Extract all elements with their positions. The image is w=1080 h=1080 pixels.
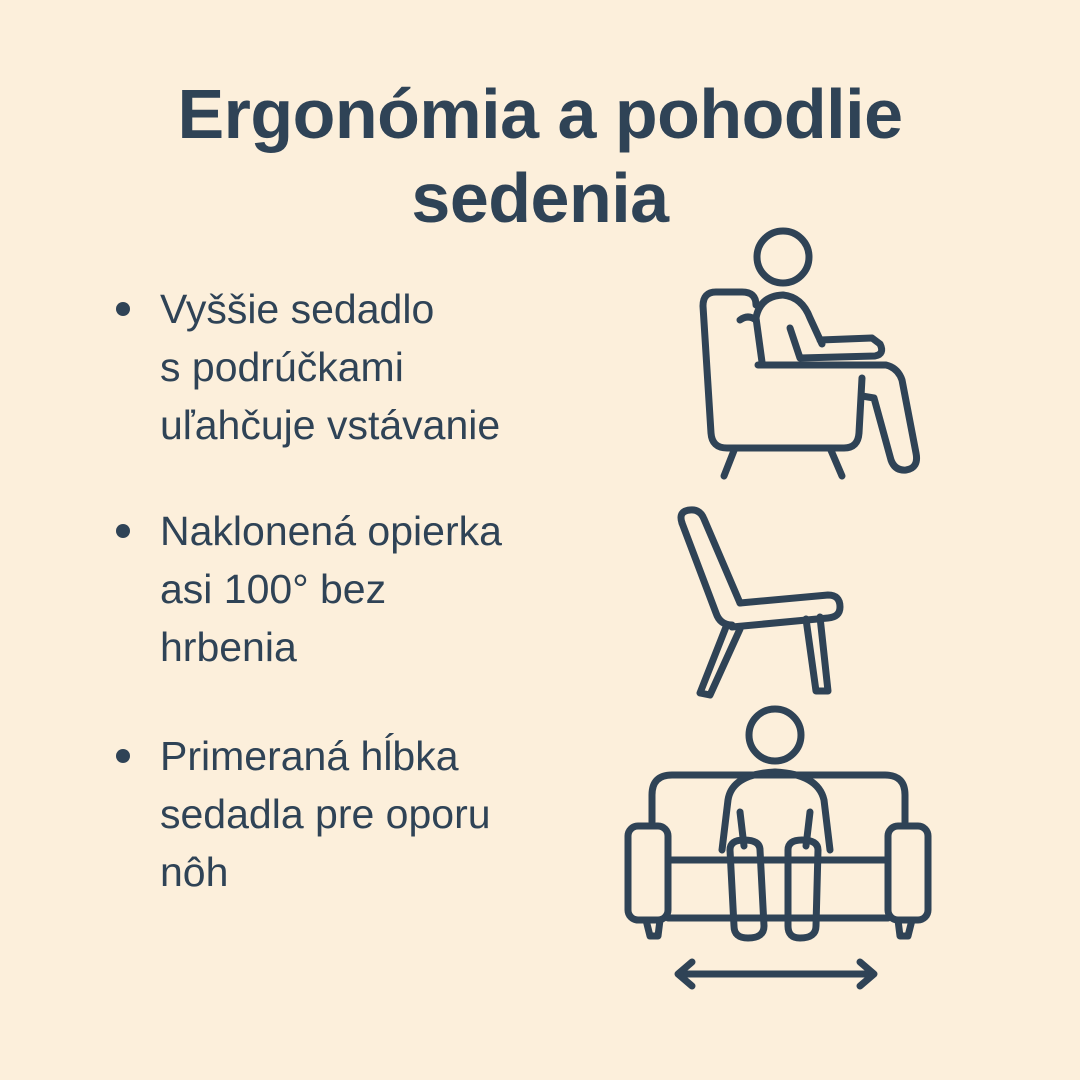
bullet-text [160, 280, 590, 454]
page-title [0, 72, 1080, 240]
bullet-line: nôh [160, 849, 229, 895]
person-on-sofa-depth-icon [620, 700, 940, 1000]
reclined-chair-icon [668, 505, 848, 705]
bullet-dot [116, 749, 130, 763]
bullet-line: Vyššie sedadlo [160, 286, 435, 332]
bullet-line: Primeraná hĺbka [160, 733, 459, 779]
bullet-line: asi 100° bez [160, 566, 387, 612]
bullet-dot [116, 524, 130, 538]
bullet-text [160, 727, 590, 901]
bullet-line: uľahčuje vstávanie [160, 402, 501, 448]
title-line-1: Ergonómia a pohodlie [177, 75, 903, 153]
title-line-2: sedenia [411, 159, 669, 237]
bullet-text [160, 502, 590, 676]
bullet-line: s podrúčkami [160, 344, 404, 390]
person-in-armchair-icon [690, 220, 930, 490]
bullet-line: sedadla pre oporu [160, 791, 491, 837]
bullet-line: hrbenia [160, 624, 297, 670]
bullet-line: Naklonená opierka [160, 508, 502, 554]
bullet-dot [116, 302, 130, 316]
